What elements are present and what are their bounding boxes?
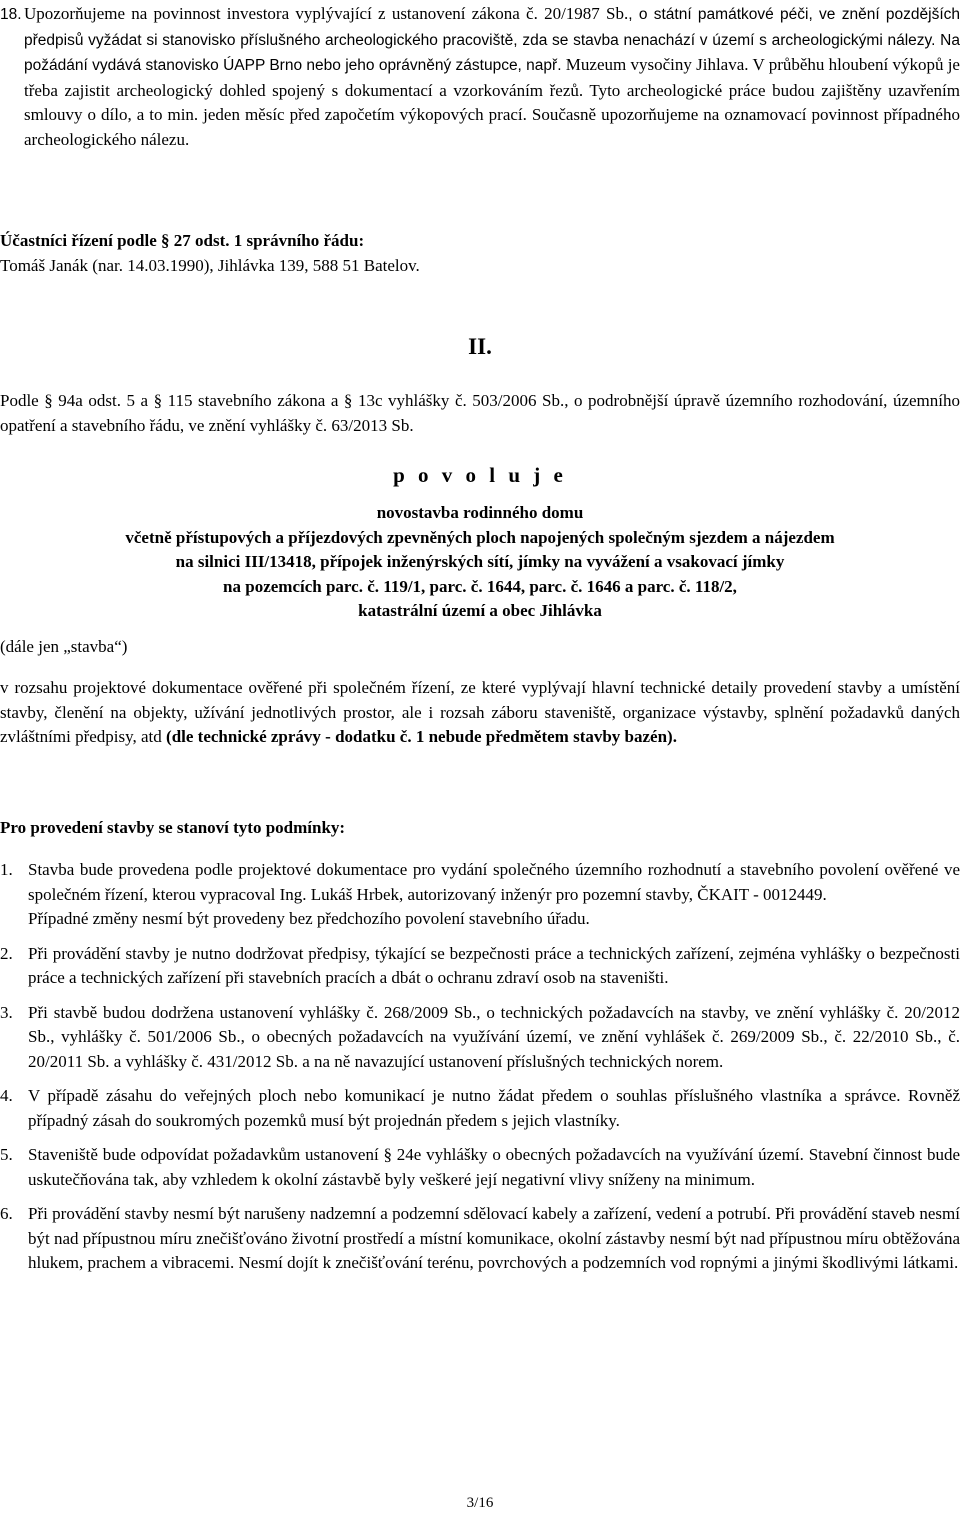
- construction-description: [0, 501, 960, 624]
- item-18-number: 18.: [0, 6, 22, 23]
- condition-text: V případě zásahu do veřejných ploch nebo komunikací je nutno žádat předem o souhlas příslušného vlastníka a správce. Rovněž případný zásah do soukromých pozemků musí být projednán předem s jejich vlastníky.: [28, 1086, 960, 1130]
- condition-text: Při provádění stavby nesmí být narušeny nadzemní a podzemní sdělovací kabely a zařízení, vedení a potrubí. Při provádění staveb nesmí být nad přípustnou míru znečišťováno životní prostředí a místní komunikace, okolní zástavby nesmí být nad přípustnou míru obtěžována hlukem, prachem a vibracemi. Nesmí dojít k znečišťování terénu, povrchových a podzemních vod ropnými a jinými škodlivými látkami.: [28, 1204, 960, 1272]
- povoluje-heading: p o v o l u j e: [393, 463, 567, 487]
- section-ii-text: Podle § 94a odst. 5 a § 115 stavebního zákona a § 13c vyhlášky č. 503/2006 Sb., o podrobnější úpravě územního rozhodování, územního opatření a stavebního řádu, ve znění vyhlášky č. 63/2013 Sb.: [0, 391, 960, 435]
- dale-jen-stavba: (dále jen „stavba“): [0, 637, 128, 656]
- condition-item: [0, 942, 960, 991]
- participants-heading: Účastníci řízení podle § 27 odst. 1 správního řádu:: [0, 231, 365, 250]
- item-18-text-3: Muzeum vysočiny Jihlava. V průběhu hloubení výkopů je třeba zajistit archeologický dohled spojený s dokumentací a vzorkováním řezů.: [24, 55, 960, 100]
- construction-line-5: katastrální území a obec Jihlávka: [358, 601, 602, 620]
- condition-item: [0, 1084, 960, 1133]
- conditions-list: [0, 858, 960, 1286]
- scope-bold-text: (dle technické zprávy - dodatku č. 1 nebude předmětem stavby bazén).: [166, 727, 677, 746]
- participant-name: Tomáš Janák (nar. 14.03.1990), Jihlávka 139, 588 51 Batelov.: [0, 256, 420, 275]
- condition-number: 2.: [0, 943, 13, 963]
- condition-item: [0, 1001, 960, 1075]
- condition-number: 5.: [0, 1145, 13, 1164]
- condition-number: 1.: [0, 860, 13, 879]
- scope-paragraph: [0, 676, 960, 750]
- page-number: 3/16: [466, 1495, 494, 1511]
- condition-number: 6.: [0, 1204, 13, 1223]
- item-18-text-4: Tyto archeologické práce budou zajištěny uzavřením smlouvy o dílo, a to min. jeden měsíc před započetím výkopových prací.: [24, 80, 960, 124]
- item-18-text-2: , o státní památkové péči, ve znění pozdějších předpisů vyžádat si stanovisko příslušného archeologického pracoviště, zda se stavba nenachází v území s archeologickými nálezy. Na požádání vydává stanovisko ÚAPP Brno nebo jeho oprávněný zástupce, např.: [24, 6, 960, 74]
- scope-text: v rozsahu projektové dokumentace ověřené při společném řízení, ze které vyplývají hlavní technické detaily provedení stavby a umístění stavby, členění na objekty, užívání jednotlivých prostor, ale i rozsah záboru staveniště, organizace výstavby, splnění požadavků daných zvláštními předpisy, atd: [0, 678, 960, 746]
- item-18-text-5: Současně upozorňujeme na oznamovací povinnost případného archeologického nálezu.: [24, 105, 960, 149]
- construction-line-2: včetně přístupových a příjezdových zpevněných ploch napojených společným sjezdem a nájezdem: [125, 527, 835, 547]
- section-ii-heading: II.: [468, 334, 492, 359]
- condition-item: [0, 858, 960, 932]
- condition-number: 3.: [0, 1002, 13, 1022]
- item-18-text-1: Upozorňujeme na povinnost investora vyplývající z ustanovení zákona č. 20/1987 Sb.: [24, 4, 629, 23]
- condition-text-note: Případné změny nesmí být provedeny bez předchozího povolení stavebního úřadu.: [28, 909, 590, 928]
- condition-item: [0, 1143, 960, 1192]
- construction-line-3: na silnici III/13418, přípojek inženýrských sítí, jímky na vyvážení a vsakovací jímky: [175, 552, 785, 571]
- condition-text: Staveniště bude odpovídat požadavkům ustanovení § 24e vyhlášky o obecných požadavcích na využívání území. Stavební činnost bude uskutečňována tak, aby vzhledem k okolní zástavbě byly veškeré její negativní vlivy sníženy na minimum.: [28, 1145, 960, 1189]
- construction-line-4: na pozemcích parc. č. 119/1, parc. č. 1644, parc. č. 1646 a parc. č. 118/2,: [223, 576, 737, 596]
- construction-line-1: novostavba rodinného domu: [376, 503, 584, 522]
- condition-item: [0, 1202, 960, 1276]
- condition-number: 4.: [0, 1086, 13, 1105]
- item-18-paragraph: [0, 2, 960, 152]
- condition-text: Při provádění stavby je nutno dodržovat předpisy, týkající se bezpečnosti práce a technických zařízení, zejména vyhlášky o bezpečnosti práce a technických zařízení při stavebních pracích a dbát o ochranu zdraví osob na staveništi.: [28, 943, 960, 987]
- condition-text: Stavba bude provedena podle projektové dokumentace pro vydání společného územního rozhodnutí a stavebního povolení ověřené ve společném řízení, kterou vypracoval Ing. Lukáš Hrbek, autorizovaný inženýr pro pozemní stavby, ČKAIT - 0012449.: [28, 860, 960, 904]
- conditions-heading: Pro provedení stavby se stanoví tyto podmínky:: [0, 818, 346, 837]
- condition-text: Při stavbě budou dodržena ustanovení vyhlášky č. 268/2009 Sb., o technických požadavcích na stavby, ve znění vyhlášky č. 20/2012 Sb., vyhlášky č. 501/2006 Sb., o obecných požadavcích na využívání území, ve znění vyhlášek č. 269/2009 Sb., č. 22/2010 Sb., č. 20/2011 Sb. a vyhlášky č. 431/2012 Sb. a na ně navazující ustanovení příslušných technických norem.: [28, 1002, 960, 1071]
